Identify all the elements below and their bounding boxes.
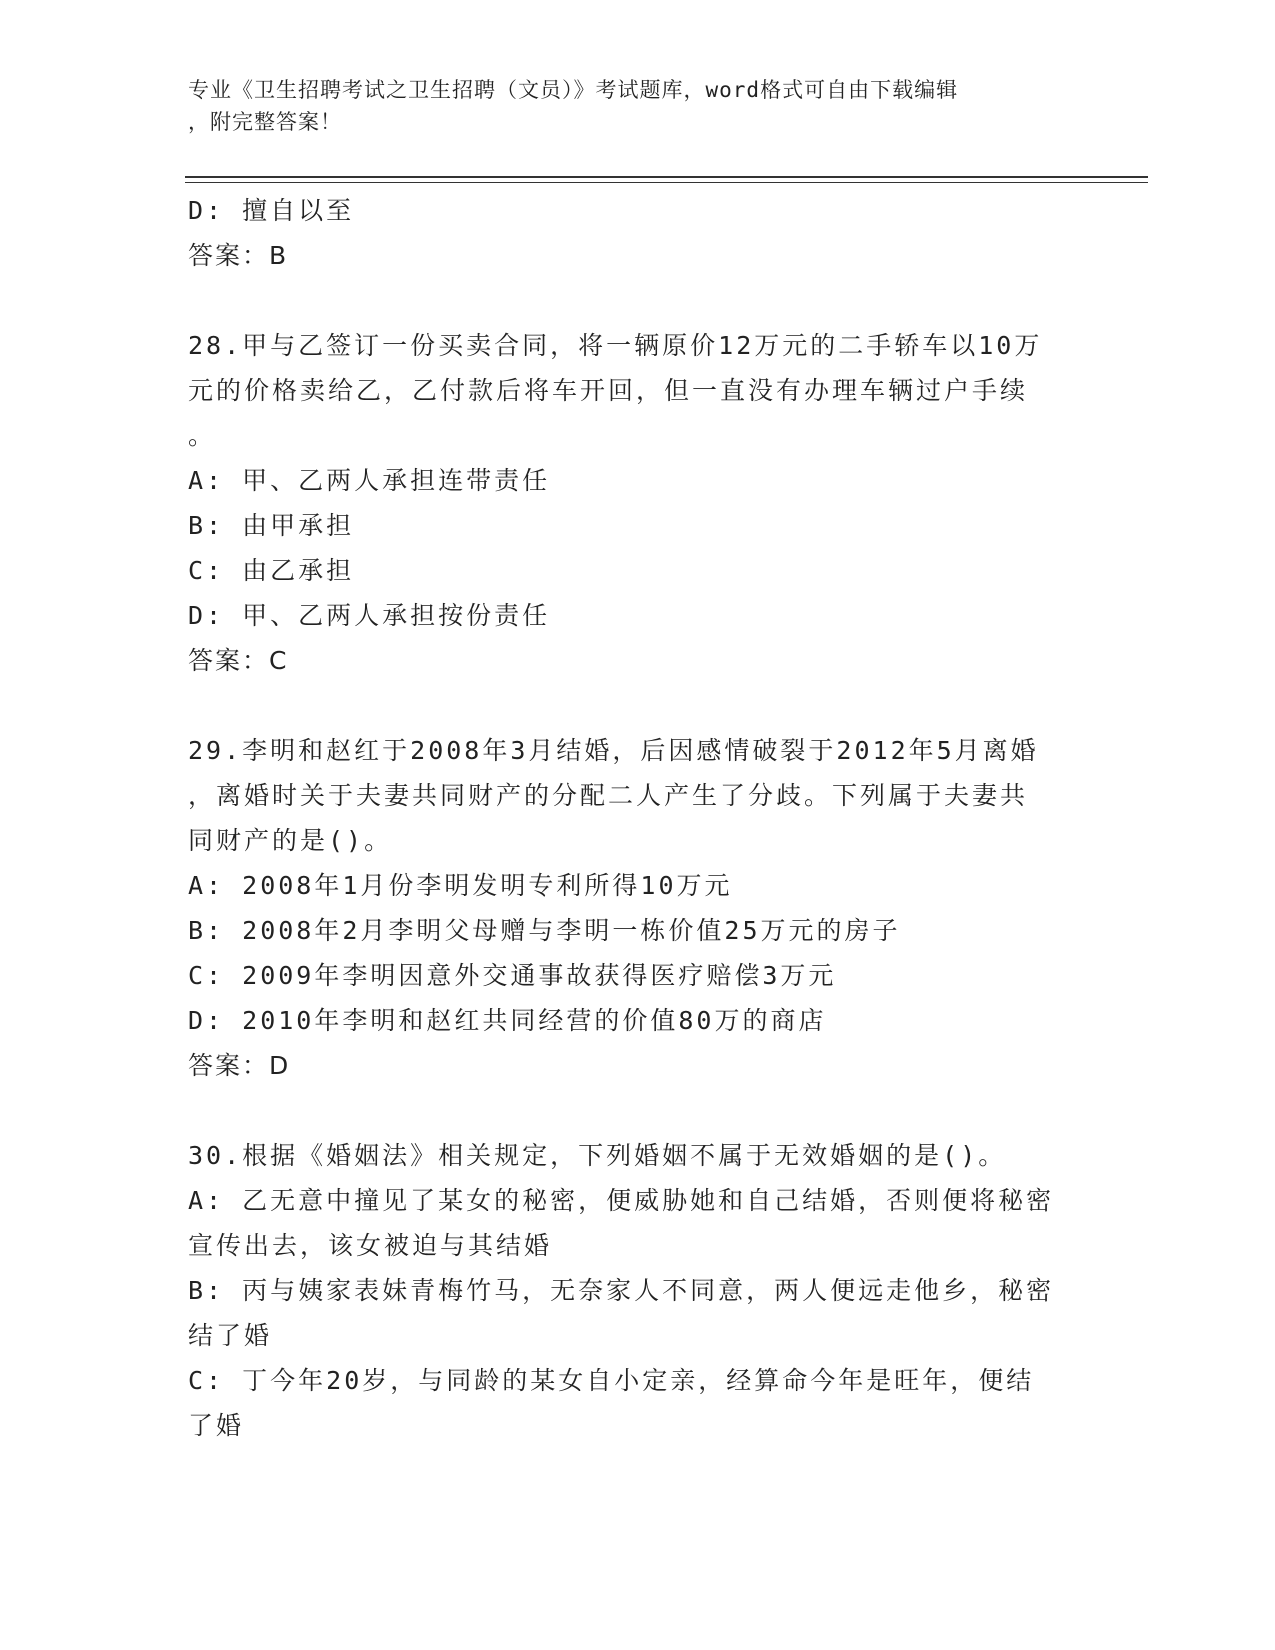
option-b: B: 2008年2月李明父母赠与李明一栋价值25万元的房子	[188, 916, 901, 945]
question-stem-line: 30.根据《婚姻法》相关规定，下列婚姻不属于无效婚姻的是()。	[188, 1141, 1007, 1170]
header-rule-thin	[185, 182, 1148, 183]
option-d: D: 2010年李明和赵红共同经营的价值80万的商店	[188, 1006, 827, 1035]
option-d: D: 擅自以至	[188, 196, 355, 225]
header-line-2: ，附完整答案！	[188, 110, 342, 134]
option-b: B: 由甲承担	[188, 511, 355, 540]
prev-question-tail	[188, 188, 1068, 278]
question-stem-line: 同财产的是()。	[188, 826, 393, 855]
answer-line: 答案：C	[188, 646, 289, 675]
page-header	[188, 74, 1068, 138]
option-a: A: 甲、乙两人承担连带责任	[188, 466, 551, 495]
question-stem-line: 元的价格卖给乙，乙付款后将车开回，但一直没有办理车辆过户手续	[188, 376, 1029, 405]
option-a: A: 乙无意中撞见了某女的秘密，便威胁她和自己结婚，否则便将秘密	[188, 1186, 1055, 1215]
option-c: C: 由乙承担	[188, 556, 355, 585]
option-d: D: 甲、乙两人承担按份责任	[188, 601, 551, 630]
question-gap	[188, 1088, 1068, 1133]
answer-line: 答案：B	[188, 241, 289, 270]
question-stem-line: ，离婚时关于夫妻共同财产的分配二人产生了分歧。下列属于夫妻共	[188, 781, 1029, 810]
option-c: C: 丁今年20岁，与同龄的某女自小定亲，经算命今年是旺年，便结	[188, 1366, 1035, 1395]
question-gap	[188, 683, 1068, 728]
question-30	[188, 1133, 1068, 1448]
question-stem-line: 。	[188, 421, 217, 450]
question-28	[188, 323, 1068, 683]
question-29	[188, 728, 1068, 1088]
question-content	[188, 188, 1068, 1448]
option-b-continued: 结了婚	[188, 1321, 273, 1350]
header-rule-thick	[185, 176, 1148, 178]
question-stem-line: 29.李明和赵红于2008年3月结婚，后因感情破裂于2012年5月离婚	[188, 736, 1039, 765]
question-gap	[188, 278, 1068, 323]
header-line-1: 专业《卫生招聘考试之卫生招聘（文员）》考试题库，word格式可自由下载编辑	[188, 78, 959, 102]
answer-line: 答案：D	[188, 1051, 291, 1080]
option-c: C: 2009年李明因意外交通事故获得医疗赔偿3万元	[188, 961, 837, 990]
option-c-continued: 了婚	[188, 1411, 245, 1440]
option-a: A: 2008年1月份李明发明专利所得10万元	[188, 871, 733, 900]
question-stem-line: 28.甲与乙签订一份买卖合同，将一辆原价12万元的二手轿车以10万	[188, 331, 1043, 360]
option-b: B: 丙与姨家表妹青梅竹马，无奈家人不同意，两人便远走他乡，秘密	[188, 1276, 1055, 1305]
option-a-continued: 宣传出去，该女被迫与其结婚	[188, 1231, 553, 1260]
